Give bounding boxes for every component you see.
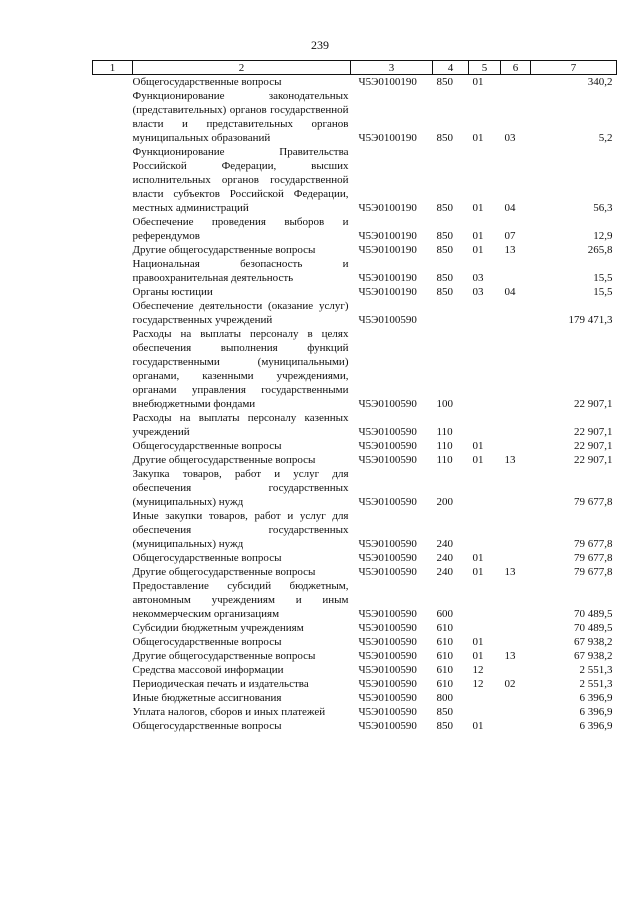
amount-cell: 79 677,8 [574,552,613,564]
expense-type-cell: 850 [436,272,453,284]
amount-cell: 22 907,1 [574,440,613,452]
empty-number-cell [93,285,133,299]
amount-cell: 6 396,9 [579,692,613,704]
empty-number-cell [93,145,133,215]
expense-type-cell: 110 [436,440,453,452]
section-code-cell: 01 [472,230,484,242]
table-row [93,145,617,215]
amount-cell: 6 396,9 [579,706,613,718]
subsection-code-cell [501,299,531,327]
empty-number-cell [93,299,133,327]
target-article-code-cell: Ч5Э0100190 [358,132,417,144]
column-header-5: 5 [469,61,501,75]
empty-number-cell [93,439,133,453]
target-article-code-cell: Ч5Э0100190 [358,286,417,298]
table-row [93,257,617,285]
empty-number-cell [93,215,133,243]
table-row [93,565,617,579]
expense-name-cell: Расходы на выплаты персоналу казенных учреждений [132,412,349,438]
subsection-code-cell: 13 [504,650,516,662]
amount-cell: 79 677,8 [574,496,613,508]
table-row [93,439,617,453]
section-code-cell: 12 [472,664,484,676]
amount-cell: 2 551,3 [579,678,613,690]
empty-number-cell [93,257,133,285]
expense-type-cell: 850 [436,132,453,144]
section-code-cell: 01 [472,566,484,578]
amount-cell: 79 677,8 [574,566,613,578]
section-code-cell: 01 [472,244,484,256]
section-code-cell [469,299,501,327]
expense-type-cell: 850 [436,286,453,298]
expense-type-cell: 850 [436,76,453,88]
column-header-4: 4 [433,61,469,75]
section-code-cell: 01 [472,454,484,466]
amount-cell: 6 396,9 [579,720,613,732]
amount-cell: 22 907,1 [574,398,613,410]
section-code-cell [469,509,501,551]
empty-number-cell [93,635,133,649]
table-row [93,635,617,649]
target-article-code-cell: Ч5Э0100590 [358,454,417,466]
column-header-2: 2 [133,61,351,75]
empty-number-cell [93,467,133,509]
expense-name-cell: Общегосударственные вопросы [132,440,282,452]
empty-number-cell [93,75,133,90]
expense-type-cell: 610 [436,636,453,648]
subsection-code-cell [501,691,531,705]
section-code-cell [469,579,501,621]
expense-type-cell: 850 [436,244,453,256]
expense-type-cell: 240 [436,552,453,564]
target-article-code-cell: Ч5Э0100190 [358,76,417,88]
column-header-3: 3 [351,61,433,75]
section-code-cell: 01 [472,650,484,662]
expense-name-cell: Средства массовой информации [132,664,284,676]
expense-name-cell: Национальная безопасность и правоохранительная деятельность [132,258,349,284]
target-article-code-cell: Ч5Э0100190 [358,244,417,256]
expense-type-cell: 850 [436,720,453,732]
expense-name-cell: Другие общегосударственные вопросы [132,244,316,256]
section-code-cell: 03 [472,272,484,284]
subsection-code-cell: 02 [504,678,516,690]
subsection-code-cell: 07 [504,230,516,242]
amount-cell: 22 907,1 [574,426,613,438]
expense-name-cell: Общегосударственные вопросы [132,720,282,732]
amount-cell: 179 471,3 [568,314,613,326]
amount-cell: 67 938,2 [574,650,613,662]
section-code-cell: 01 [472,552,484,564]
expense-name-cell: Периодическая печать и издательства [132,678,309,690]
table-row [93,509,617,551]
target-article-code-cell: Ч5Э0100590 [358,692,417,704]
table-row [93,299,617,327]
expense-type-cell [433,299,469,327]
amount-cell: 15,5 [593,286,613,298]
target-article-code-cell: Ч5Э0100190 [358,272,417,284]
target-article-code-cell: Ч5Э0100590 [358,538,417,550]
subsection-code-cell [501,411,531,439]
table-row [93,243,617,257]
subsection-code-cell [501,663,531,677]
table-row [93,691,617,705]
subsection-code-cell [501,579,531,621]
table-row [93,285,617,299]
page-number: 239 [311,38,329,52]
target-article-code-cell: Ч5Э0100590 [358,398,417,410]
subsection-code-cell: 04 [504,286,516,298]
target-article-code-cell: Ч5Э0100590 [358,650,417,662]
table-row [93,719,617,733]
expense-type-cell: 850 [436,230,453,242]
table-row [93,551,617,565]
table-row [93,215,617,243]
empty-number-cell [93,719,133,733]
subsection-code-cell: 13 [504,566,516,578]
target-article-code-cell: Ч5Э0100190 [358,202,417,214]
section-code-cell: 01 [472,202,484,214]
table-row [93,649,617,663]
expense-type-cell: 850 [436,706,453,718]
subsection-code-cell [501,75,531,90]
table-row [93,579,617,621]
section-code-cell: 03 [472,286,484,298]
empty-number-cell [93,411,133,439]
empty-number-cell [93,649,133,663]
expense-name-cell: Обеспечение проведения выборов и референдумов [132,216,349,242]
target-article-code-cell: Ч5Э0100590 [358,608,417,620]
expense-type-cell: 200 [436,496,453,508]
subsection-code-cell [501,621,531,635]
target-article-code-cell: Ч5Э0100590 [358,552,417,564]
table-header-row [93,61,617,75]
target-article-code-cell: Ч5Э0100590 [358,720,417,732]
subsection-code-cell [501,551,531,565]
expense-type-cell: 610 [436,678,453,690]
target-article-code-cell: Ч5Э0100590 [358,426,417,438]
section-code-cell [469,691,501,705]
target-article-code-cell: Ч5Э0100590 [358,636,417,648]
section-code-cell: 01 [472,76,484,88]
expense-type-cell: 610 [436,664,453,676]
table-row [93,75,617,90]
amount-cell: 15,5 [593,272,613,284]
subsection-code-cell [501,635,531,649]
subsection-code-cell [501,509,531,551]
table-row [93,663,617,677]
empty-number-cell [93,691,133,705]
table-row [93,467,617,509]
empty-number-cell [93,663,133,677]
target-article-code-cell: Ч5Э0100590 [358,622,417,634]
section-code-cell [469,467,501,509]
section-code-cell [469,327,501,411]
subsection-code-cell [501,439,531,453]
subsection-code-cell: 13 [504,244,516,256]
expense-name-cell: Предоставление субсидий бюджетным, автономным учреждениям и иным некоммерческим организациям [132,580,349,620]
target-article-code-cell: Ч5Э0100590 [358,496,417,508]
target-article-code-cell: Ч5Э0100590 [358,664,417,676]
expense-type-cell: 850 [436,202,453,214]
amount-cell: 79 677,8 [574,538,613,550]
subsection-code-cell [501,719,531,733]
expense-name-cell: Субсидии бюджетным учреждениям [132,622,304,634]
target-article-code-cell: Ч5Э0100590 [358,440,417,452]
section-code-cell [469,621,501,635]
table-row [93,453,617,467]
expense-type-cell: 240 [436,538,453,550]
subsection-code-cell [501,257,531,285]
amount-cell: 70 489,5 [574,622,613,634]
empty-number-cell [93,551,133,565]
expense-type-cell: 110 [436,426,453,438]
subsection-code-cell [501,467,531,509]
amount-cell: 5,2 [598,132,613,144]
expense-name-cell: Обеспечение деятельности (оказание услуг) государственных учреждений [132,300,349,326]
subsection-code-cell [501,327,531,411]
target-article-code-cell: Ч5Э0100190 [358,230,417,242]
expense-name-cell: Функционирование законодательных (представительных) органов государственной власти и представительных органов муниципальных образований [132,90,349,144]
section-code-cell [469,705,501,719]
expense-name-cell: Другие общегосударственные вопросы [132,566,316,578]
target-article-code-cell: Ч5Э0100590 [358,706,417,718]
subsection-code-cell [501,705,531,719]
empty-number-cell [93,621,133,635]
expense-name-cell: Другие общегосударственные вопросы [132,454,316,466]
section-code-cell [469,411,501,439]
expense-name-cell: Функционирование Правительства Российской Федерации, высших исполнительных органов государственной власти субъектов Российской Федерации, местных администраций [132,146,349,214]
amount-cell: 265,8 [587,244,613,256]
table-row [93,89,617,145]
amount-cell: 12,9 [593,230,613,242]
amount-cell: 340,2 [587,76,613,88]
section-code-cell: 01 [472,440,484,452]
expense-type-cell: 610 [436,650,453,662]
subsection-code-cell: 03 [504,132,516,144]
column-header-6: 6 [501,61,531,75]
amount-cell: 67 938,2 [574,636,613,648]
subsection-code-cell: 13 [504,454,516,466]
section-code-cell: 01 [472,132,484,144]
table-row [93,705,617,719]
empty-number-cell [93,243,133,257]
empty-number-cell [93,453,133,467]
amount-cell: 70 489,5 [574,608,613,620]
empty-number-cell [93,705,133,719]
section-code-cell: 01 [472,636,484,648]
amount-cell: 56,3 [593,202,613,214]
table-body [93,61,617,734]
empty-number-cell [93,509,133,551]
expense-type-cell: 110 [436,454,453,466]
expense-name-cell: Общегосударственные вопросы [132,76,282,88]
table-row [93,621,617,635]
expense-name-cell: Иные закупки товаров, работ и услуг для обеспечения государственных (муниципальных) нужд [132,510,349,550]
empty-number-cell [93,565,133,579]
amount-cell: 22 907,1 [574,454,613,466]
expense-type-cell: 610 [436,622,453,634]
empty-number-cell [93,579,133,621]
subsection-code-cell: 04 [504,202,516,214]
empty-number-cell [93,89,133,145]
table-row [93,327,617,411]
expense-type-cell: 100 [436,398,453,410]
expense-type-cell: 600 [436,608,453,620]
expense-type-cell: 800 [436,692,453,704]
expense-name-cell: Общегосударственные вопросы [132,636,282,648]
section-code-cell: 12 [472,678,484,690]
target-article-code-cell: Ч5Э0100590 [358,314,417,326]
table-row [93,411,617,439]
expense-name-cell: Закупка товаров, работ и услуг для обеспечения государственных (муниципальных) нужд [132,468,349,508]
expense-type-cell: 240 [436,566,453,578]
expense-name-cell: Иные бюджетные ассигнования [132,692,282,704]
expense-name-cell: Уплата налогов, сборов и иных платежей [132,706,326,718]
target-article-code-cell: Ч5Э0100590 [358,566,417,578]
expense-name-cell: Другие общегосударственные вопросы [132,650,316,662]
empty-number-cell [93,677,133,691]
budget-table [92,60,617,733]
column-header-7: 7 [531,61,617,75]
section-code-cell: 01 [472,720,484,732]
empty-number-cell [93,327,133,411]
expense-name-cell: Общегосударственные вопросы [132,552,282,564]
table-row [93,677,617,691]
column-header-1: 1 [93,61,133,75]
expense-name-cell: Расходы на выплаты персоналу в целях обеспечения выполнения функций государственными (муниципальными) органами, казенными учреждениями, органами управления государственными внебюджетными фондами [132,328,349,410]
target-article-code-cell: Ч5Э0100590 [358,678,417,690]
expense-name-cell: Органы юстиции [132,286,213,298]
amount-cell: 2 551,3 [579,664,613,676]
